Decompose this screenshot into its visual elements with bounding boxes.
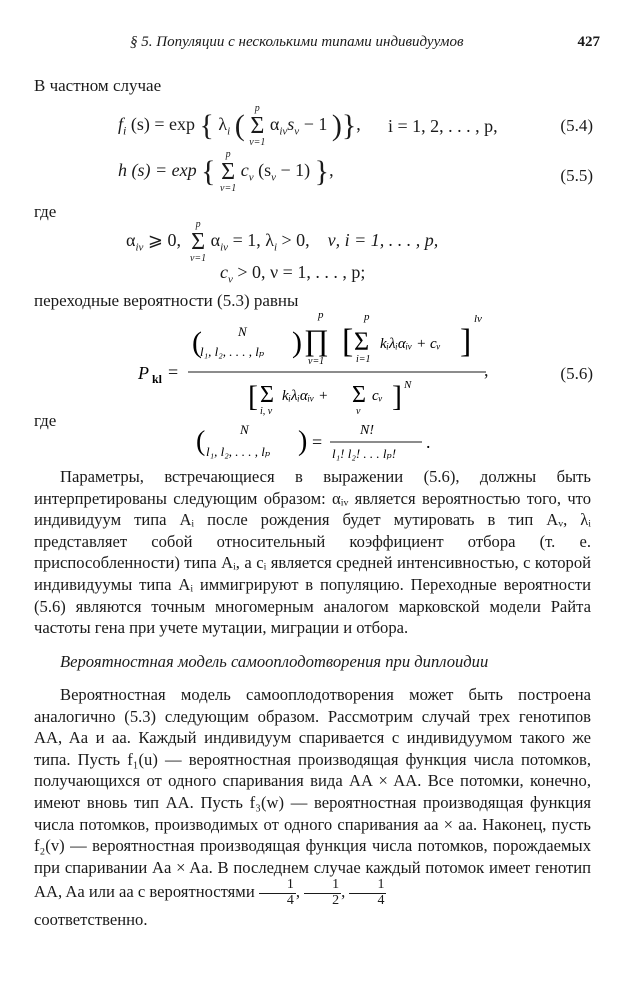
equation-5-4: $f_i$ (s) = exp { $\lambda_i$ ( p Σ ν=1 $\alpha_{i\nu}s_\nu - 1$ )}, — [118, 103, 361, 148]
svg-text:(: ( — [196, 426, 206, 457]
header-title: § 5. Популяции с несколькими типами индивидуумов — [130, 34, 464, 50]
svg-text:=: = — [168, 362, 179, 382]
eq54-index: i = 1, 2, . . . , p, — [388, 116, 498, 136]
svg-text:N: N — [240, 422, 249, 437]
svg-text:i, ν: i, ν — [260, 406, 273, 416]
eq55-sum: p Σ ν=1 — [220, 149, 237, 194]
running-header — [130, 34, 600, 51]
eq54-number: (5.4) — [560, 116, 593, 135]
svg-text:kl: kl — [152, 372, 163, 386]
where-line-2: где — [34, 411, 57, 430]
conditions-line-2: $c_\nu > 0$, ν = 1, . . . , p; — [220, 262, 366, 286]
svg-text:ν=1: ν=1 — [308, 356, 325, 367]
svg-text:]: ] — [460, 323, 472, 360]
svg-text:l₁, l₂, . . . , lₚ: l₁, l₂, . . . , lₚ — [200, 344, 265, 359]
svg-text:cᵥ: cᵥ — [372, 388, 383, 404]
transition-line: переходные вероятности (5.3) равны — [34, 291, 299, 310]
svg-text:kᵢλᵢαᵢᵥ +: kᵢλᵢαᵢᵥ + — [282, 388, 329, 404]
eq55-number: (5.5) — [560, 166, 593, 185]
svg-text:p: p — [364, 311, 370, 323]
svg-text:N: N — [238, 324, 247, 339]
fraction-1-4-b: $\frac{1}{4}$ — [349, 878, 386, 908]
eq54-f: f — [118, 114, 124, 135]
paragraph-selfing-model: Вероятностная модель самооплодотворения может быть построена аналогично (5.3) следующим образом. Рассмотрим случай трех генотипов AA, Aa и aa. Каждый индивидуум спаривается с индивидуумом такого же типа. Пусть f₁(u) — вероятностная производящая функция числа потомков, получающихся от одного спаривания вида AA × AA. Все потомки, конечно, имеют вновь тип AA. Пусть f₃(w) — вероятностная производящая функция числа потомков, производимых от одного спаривания aa × aa. Наконец, пусть f₂(v) — вероятностная производящая функция числа потомков, порождаемых при спаривании Aa × Aa. В последнем случае каждый потомок имеет генотип AA, Aa или aa с вероятностями $\frac{1}{4}$ , $\frac{1}{2}$ , $\frac{1}{4}$ соответственно. — [34, 685, 591, 929]
svg-text:∏: ∏ — [304, 324, 329, 357]
svg-text:=: = — [312, 432, 323, 452]
svg-text:kᵢλᵢαᵢᵥ + cᵥ: kᵢλᵢαᵢᵥ + cᵥ — [380, 336, 441, 352]
eq54-sum: p Σ ν=1 — [249, 103, 266, 148]
svg-text:[: [ — [248, 380, 258, 413]
eq54-lambda: λ — [218, 114, 228, 135]
svg-text:Σ: Σ — [352, 382, 366, 408]
svg-text:): ) — [292, 326, 302, 359]
eq54-sub: i — [123, 123, 127, 138]
svg-text:p: p — [318, 310, 324, 321]
fraction-1-4-a: $\frac{1}{4}$ — [259, 878, 296, 908]
svg-text:lν: lν — [474, 313, 482, 325]
conditions-line-1: $\alpha_{i\nu}$ ⩾ 0, p Σ ν=1 $\alpha_{i\nu} = 1$, $\lambda_i > 0$, ν, i = 1, . . . , p, — [126, 219, 439, 264]
svg-text:]: ] — [392, 380, 402, 413]
svg-text:): ) — [298, 426, 308, 457]
svg-text:l₁! l₂! . . . lₚ!: l₁! l₂! . . . lₚ! — [332, 446, 397, 461]
svg-text:ν: ν — [356, 406, 361, 416]
svg-text:Σ: Σ — [354, 327, 370, 356]
intro-line: В частном случае — [34, 76, 162, 95]
equation-5-6 — [130, 310, 490, 416]
fraction-1-2: $\frac{1}{2}$ — [304, 878, 341, 908]
svg-text:.: . — [426, 432, 431, 452]
equation-5-5: h (s) = exp { p Σ ν=1 $c_\nu$ $(s_\nu - 1)$ }, — [118, 149, 334, 194]
section-title: Вероятностная модель самооплодотворения при диплоидии — [60, 652, 489, 671]
p-label: P — [138, 363, 149, 383]
svg-text:l₁, l₂, . . . , lₚ: l₁, l₂, . . . , lₚ — [206, 444, 271, 459]
svg-text:N: N — [404, 379, 412, 391]
where-line-1: где — [34, 202, 57, 221]
svg-text:i=1: i=1 — [356, 354, 371, 365]
page-number: 427 — [577, 34, 600, 50]
svg-text:(: ( — [192, 326, 202, 359]
eq54-arg: (s) = exp — [130, 114, 195, 135]
book-page: § 5. Популяции с несколькими типами индивидуумов 427 В частном случае $f_i$ (s) = exp { $\lambda_i$ ( p Σ ν=1 $\alpha_{i\nu}s_\nu - 1$ )}, i = 1, 2, . . . , p, (5.4) h (s) = exp { p Σ ν=1 $c_\nu$ $(s_\nu - 1)$ }, (5.5) где $\alpha_{i\nu}$ ⩾ 0, p Σ ν=1 $\alpha_{i\nu} = 1$, $\lambda_i > 0$, ν, i = 1, . . . , p, $c_\nu > 0$, ν = 1, . . . , p; переходные вероятности (5.3) равны P kl = ( N l₁, l₂, . . . , lₚ ) p ∏ ν=1 [ p Σ i=1 kᵢλᵢαᵢᵥ + cᵥ ] lν [ Σ i, ν kᵢλᵢαᵢᵥ + Σ ν cᵥ ] N , (5.6) где ( N l₁, l₂, . . . , lₚ ) = N! l₁! l₂! . . . lₚ! . Параметры, встречающиеся в выражении (5.6), должны быть интерпретированы следующим образом: αᵢᵥ является вероятностью того, что индивидуум типа Aᵢ после рождения будет мутировать в тип Aᵥ, λᵢ представляет собой относительный коэффициент отбора (т. е. приспособленности) типа Aᵢ, а cᵢ является средней интенсивностью, с которой индивидуумы типа Aᵢ иммигрируют в популяцию. Переходные вероятности (5.6) являются точным многомерным аналогом марковской модели Райта частоты гена при учете мутации, миграции и отбора. Вероятностная модель самооплодотворения при диплоидии Вероятностная модель самооплодотворения может быть построена аналогично (5.3) следующим образом. Рассмотрим случай трех генотипов AA, Aa и aa. Каждый индивидуум спаривается с индивидуумом такого же типа. Пусть f₁(u) — вероятностная производящая функция числа потомков, получающихся от одного спаривания вида AA × AA. Все потомки, конечно, имеют вновь тип AA. Пусть f₃(w) — вероятностная производящая функция числа потомков, производимых от одного спаривания aa × aa. Наконец, пусть f₂(v) — вероятностная производящая функция числа потомков, порождаемых при спаривании Aa × Aa. В последнем случае каждый потомок имеет генотип AA, Aa или aa с вероятностями $\frac{1}{4}$ , $\frac{1}{2}$ , $\frac{1}{4}$ соответственно. — [34, 34, 600, 929]
multinomial-definition — [196, 418, 446, 464]
paragraph-parameters: Параметры, встречающиеся в выражении (5.6), должны быть интерпретированы следующим образом: αᵢᵥ является вероятностью того, что индивидуум типа Aᵢ после рождения будет мутировать в тип Aᵥ, λᵢ представляет собой относительный коэффициент отбора (т. е. приспособленности) типа Aᵢ, а cᵢ является средней интенсивностью, с которой индивидуумы типа Aᵢ иммигрируют в популяцию. Переходные вероятности (5.6) являются точным многомерным аналогом марковской модели Райта частоты гена при учете мутации, миграции и отбора. — [34, 467, 591, 638]
eq56-number: (5.6) — [560, 364, 593, 383]
svg-text:[: [ — [342, 323, 354, 360]
svg-text:Σ: Σ — [260, 382, 274, 408]
svg-text:N!: N! — [360, 423, 374, 438]
